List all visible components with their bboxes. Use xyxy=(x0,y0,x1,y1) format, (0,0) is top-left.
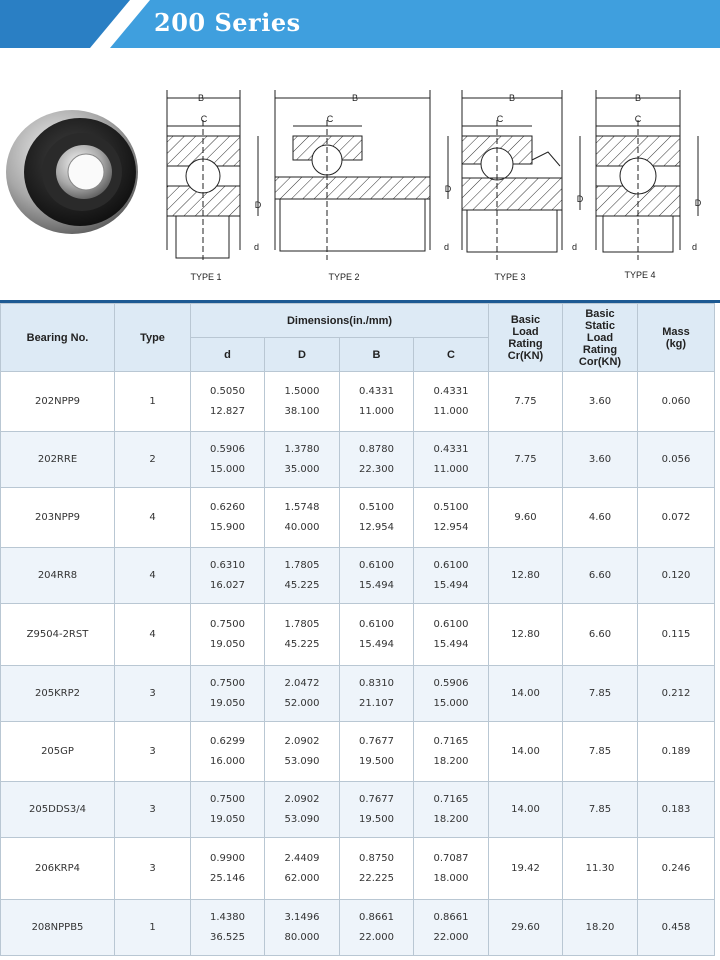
cell-D xyxy=(265,900,340,956)
cell-B-mm: 21.107 xyxy=(359,697,394,709)
header-mass-line2: (kg) xyxy=(665,337,687,350)
cell-mass: 0.060 xyxy=(638,372,715,432)
type3-label-d: d xyxy=(572,242,578,252)
cell-d xyxy=(191,900,265,956)
cell-C-mm: 11.000 xyxy=(433,463,469,475)
cell-cor: 3.60 xyxy=(563,432,638,488)
cell-C xyxy=(414,666,489,722)
cell-mass: 0.183 xyxy=(638,782,715,838)
cell-B-mm: 22.000 xyxy=(359,931,394,943)
type2-label-C: C xyxy=(326,114,334,124)
cell-cor: 3.60 xyxy=(563,372,638,432)
cell-cr: 7.75 xyxy=(489,432,563,488)
cell-type: 3 xyxy=(115,782,191,838)
table-row xyxy=(1,782,715,838)
cell-mass: 0.072 xyxy=(638,488,715,548)
cell-cor: 4.60 xyxy=(563,488,638,548)
cell-cor: 7.85 xyxy=(563,722,638,782)
cell-B-inch: 0.8310 xyxy=(359,677,394,689)
cell-d-mm: 19.050 xyxy=(210,813,245,825)
cell-cr: 12.80 xyxy=(489,548,563,604)
header-D-large: D xyxy=(265,338,340,372)
cell-B-inch: 0.5100 xyxy=(359,501,394,513)
header-static-line2: Static xyxy=(585,319,615,332)
cell-B-inch: 0.4331 xyxy=(359,385,394,397)
cell-D xyxy=(265,838,340,900)
cell-bearing-no: 206KRP4 xyxy=(1,838,115,900)
header-bearing-no: Bearing No. xyxy=(1,304,115,372)
header-type: Type xyxy=(115,304,191,372)
type4-label-C: C xyxy=(634,114,642,124)
page-title: 200 Series xyxy=(154,8,301,37)
header-basic-load-line1: Basic xyxy=(510,313,541,326)
cell-cr: 29.60 xyxy=(489,900,563,956)
cell-B-mm: 15.494 xyxy=(359,579,394,591)
cell-cr: 19.42 xyxy=(489,838,563,900)
table-row xyxy=(1,372,715,432)
cell-type: 4 xyxy=(115,604,191,666)
header-static-line1: Basic xyxy=(585,307,615,320)
cell-bearing-no: 203NPP9 xyxy=(1,488,115,548)
type-3-drawing xyxy=(462,90,584,260)
cell-cr: 14.00 xyxy=(489,722,563,782)
cell-D xyxy=(265,666,340,722)
cell-B-mm: 22.300 xyxy=(359,463,394,475)
cell-D-inch: 1.5748 xyxy=(284,501,320,513)
cell-d xyxy=(191,432,265,488)
cell-D-mm: 53.090 xyxy=(284,813,320,825)
cell-D-mm: 45.225 xyxy=(284,579,320,591)
cell-B xyxy=(340,604,414,666)
cell-B-mm: 12.954 xyxy=(359,521,394,533)
cell-type: 3 xyxy=(115,666,191,722)
cell-D-mm: 53.090 xyxy=(284,755,320,767)
header-basic-static-load-rating xyxy=(563,304,638,372)
type-1-drawing xyxy=(167,90,262,260)
table-row xyxy=(1,838,715,900)
header-dimensions: Dimensions(in./mm) xyxy=(191,304,489,338)
cell-C-mm: 18.200 xyxy=(433,755,469,767)
cell-B xyxy=(340,488,414,548)
header-basic-load-line4: Cr(KN) xyxy=(507,349,544,362)
cell-B xyxy=(340,900,414,956)
cell-B-mm: 22.225 xyxy=(359,872,394,884)
cell-B xyxy=(340,666,414,722)
cell-d xyxy=(191,548,265,604)
cell-D-inch: 1.3780 xyxy=(284,443,320,455)
cell-d-mm: 15.900 xyxy=(210,521,245,533)
header-basic-load-line2: Load xyxy=(512,325,539,338)
cell-D-inch: 2.0902 xyxy=(284,793,320,805)
cell-type: 4 xyxy=(115,548,191,604)
cell-d xyxy=(191,722,265,782)
cell-B-mm: 19.500 xyxy=(359,755,394,767)
cell-mass: 0.246 xyxy=(638,838,715,900)
cell-D-mm: 45.225 xyxy=(284,638,320,650)
header-mass-line1: Mass xyxy=(662,325,690,338)
type1-label-d: d xyxy=(254,242,260,252)
cell-C-inch: 0.7165 xyxy=(433,735,469,747)
cell-C xyxy=(414,838,489,900)
cell-D xyxy=(265,488,340,548)
cell-d-mm: 36.525 xyxy=(210,931,245,943)
type-4-caption: TYPE 4 xyxy=(624,270,656,280)
cell-D xyxy=(265,432,340,488)
cell-D-inch: 3.1496 xyxy=(284,911,320,923)
type1-label-D: D xyxy=(254,200,262,210)
type1-label-B: B xyxy=(197,93,205,103)
cell-d xyxy=(191,782,265,838)
cell-type: 3 xyxy=(115,722,191,782)
cell-d-inch: 0.5906 xyxy=(210,443,245,455)
type2-label-B: B xyxy=(351,93,359,103)
type-2-drawing xyxy=(275,90,452,260)
cell-C xyxy=(414,900,489,956)
cell-bearing-no: 205GP xyxy=(1,722,115,782)
type4-label-D: D xyxy=(694,198,702,208)
header-mass xyxy=(638,304,715,372)
cell-d-mm: 12.827 xyxy=(210,405,245,417)
cell-cor: 7.85 xyxy=(563,666,638,722)
cell-B-inch: 0.8780 xyxy=(359,443,394,455)
cell-cr: 14.00 xyxy=(489,666,563,722)
cell-bearing-no: 202NPP9 xyxy=(1,372,115,432)
cell-D-inch: 1.7805 xyxy=(284,559,320,571)
cell-bearing-no: 208NPPB5 xyxy=(1,900,115,956)
cell-D-inch: 1.5000 xyxy=(284,385,320,397)
bearing-photo xyxy=(6,110,138,234)
table-row xyxy=(1,488,715,548)
cell-cor: 7.85 xyxy=(563,782,638,838)
cell-D-inch: 2.4409 xyxy=(284,852,320,864)
type-2-caption: TYPE 2 xyxy=(328,272,360,282)
cell-type: 1 xyxy=(115,900,191,956)
cell-mass: 0.115 xyxy=(638,604,715,666)
cell-d-inch: 0.6260 xyxy=(210,501,245,513)
cell-C xyxy=(414,488,489,548)
cell-C-mm: 15.494 xyxy=(433,638,469,650)
bearing-spec-table xyxy=(0,303,715,956)
cell-mass: 0.189 xyxy=(638,722,715,782)
cell-d xyxy=(191,604,265,666)
cell-mass: 0.120 xyxy=(638,548,715,604)
cell-B-mm: 19.500 xyxy=(359,813,394,825)
type4-label-d: d xyxy=(692,242,698,252)
cell-D-mm: 38.100 xyxy=(284,405,320,417)
cell-C-inch: 0.5906 xyxy=(433,677,469,689)
cell-d-inch: 0.7500 xyxy=(210,793,245,805)
cell-C xyxy=(414,604,489,666)
cell-B-mm: 15.494 xyxy=(359,638,394,650)
cell-C-mm: 18.000 xyxy=(433,872,469,884)
cell-d-inch: 0.7500 xyxy=(210,618,245,630)
cell-D-inch: 1.7805 xyxy=(284,618,320,630)
table-row xyxy=(1,604,715,666)
cell-type: 2 xyxy=(115,432,191,488)
cell-C-inch: 0.4331 xyxy=(433,443,469,455)
cell-bearing-no: Z9504-2RST xyxy=(1,604,115,666)
cell-C-mm: 22.000 xyxy=(433,931,469,943)
cell-B xyxy=(340,722,414,782)
cell-D-mm: 40.000 xyxy=(284,521,320,533)
table-row xyxy=(1,900,715,956)
cell-cor: 6.60 xyxy=(563,548,638,604)
cell-mass: 0.056 xyxy=(638,432,715,488)
cell-C-inch: 0.7165 xyxy=(433,793,469,805)
type-4-drawing xyxy=(596,90,702,260)
cell-d xyxy=(191,666,265,722)
header-d-small: d xyxy=(191,338,265,372)
type4-label-B: B xyxy=(634,93,642,103)
cell-d-inch: 0.5050 xyxy=(210,385,245,397)
type3-label-C: C xyxy=(496,114,504,124)
cell-D-inch: 2.0902 xyxy=(284,735,320,747)
table-row xyxy=(1,722,715,782)
header-static-line4: Rating xyxy=(582,343,618,356)
cell-D xyxy=(265,604,340,666)
cell-d-mm: 19.050 xyxy=(210,697,245,709)
type-1-caption: TYPE 1 xyxy=(190,272,222,282)
cell-cr: 12.80 xyxy=(489,604,563,666)
cell-B-inch: 0.8750 xyxy=(359,852,394,864)
cell-d-mm: 25.146 xyxy=(210,872,245,884)
cell-D xyxy=(265,722,340,782)
cell-C xyxy=(414,782,489,838)
cell-cr: 9.60 xyxy=(489,488,563,548)
cell-B xyxy=(340,548,414,604)
table-row xyxy=(1,666,715,722)
cell-type: 1 xyxy=(115,372,191,432)
type2-label-D: D xyxy=(444,184,452,194)
cell-type: 4 xyxy=(115,488,191,548)
cell-C-inch: 0.8661 xyxy=(433,911,469,923)
cell-d-inch: 0.6310 xyxy=(210,559,245,571)
cell-d-mm: 19.050 xyxy=(210,638,245,650)
cell-D xyxy=(265,372,340,432)
type-3-caption: TYPE 3 xyxy=(494,272,526,282)
cell-C xyxy=(414,372,489,432)
header-basic-load-line3: Rating xyxy=(508,337,543,350)
cell-B-inch: 0.6100 xyxy=(359,618,394,630)
cell-C xyxy=(414,432,489,488)
cell-D-mm: 62.000 xyxy=(284,872,320,884)
cell-d-inch: 0.9900 xyxy=(210,852,245,864)
cell-bearing-no: 205KRP2 xyxy=(1,666,115,722)
table-body xyxy=(1,372,715,956)
cell-C-inch: 0.5100 xyxy=(433,501,469,513)
cell-cr: 14.00 xyxy=(489,782,563,838)
cell-B xyxy=(340,838,414,900)
cell-cor: 6.60 xyxy=(563,604,638,666)
cell-D-mm: 35.000 xyxy=(284,463,320,475)
header-basic-load-rating xyxy=(489,304,563,372)
cell-B-inch: 0.8661 xyxy=(359,911,394,923)
header-C: C xyxy=(414,338,489,372)
cell-C xyxy=(414,722,489,782)
table-row xyxy=(1,548,715,604)
type1-label-C: C xyxy=(200,114,208,124)
cell-bearing-no: 204RR8 xyxy=(1,548,115,604)
type3-label-B: B xyxy=(508,93,516,103)
cell-bearing-no: 205DDS3/4 xyxy=(1,782,115,838)
cell-d xyxy=(191,372,265,432)
cell-type: 3 xyxy=(115,838,191,900)
cell-mass: 0.458 xyxy=(638,900,715,956)
header-static-line5: Cor(KN) xyxy=(578,355,622,368)
cell-bearing-no: 202RRE xyxy=(1,432,115,488)
cell-C-inch: 0.6100 xyxy=(433,618,469,630)
cell-d xyxy=(191,838,265,900)
header-static-line3: Load xyxy=(586,331,614,344)
cell-d-mm: 16.027 xyxy=(210,579,245,591)
cell-d-inch: 0.6299 xyxy=(210,735,245,747)
cell-C-inch: 0.6100 xyxy=(433,559,469,571)
cell-B xyxy=(340,782,414,838)
cell-C-mm: 18.200 xyxy=(433,813,469,825)
cell-D xyxy=(265,782,340,838)
cell-C xyxy=(414,548,489,604)
cell-d-inch: 1.4380 xyxy=(210,911,245,923)
cell-B xyxy=(340,432,414,488)
cell-B-inch: 0.6100 xyxy=(359,559,394,571)
cell-B-inch: 0.7677 xyxy=(359,793,394,805)
bearing-drawings xyxy=(0,60,720,300)
cell-C-inch: 0.7087 xyxy=(433,852,469,864)
cell-C-mm: 11.000 xyxy=(433,405,469,417)
table-row xyxy=(1,432,715,488)
cell-B-inch: 0.7677 xyxy=(359,735,394,747)
cell-mass: 0.212 xyxy=(638,666,715,722)
cell-B xyxy=(340,372,414,432)
cell-C-mm: 12.954 xyxy=(433,521,469,533)
header-B: B xyxy=(340,338,414,372)
cell-C-mm: 15.000 xyxy=(433,697,469,709)
cell-d-inch: 0.7500 xyxy=(210,677,245,689)
cell-d-mm: 15.000 xyxy=(210,463,245,475)
cell-d-mm: 16.000 xyxy=(210,755,245,767)
cell-cor: 11.30 xyxy=(563,838,638,900)
cell-D-inch: 2.0472 xyxy=(284,677,320,689)
cell-cr: 7.75 xyxy=(489,372,563,432)
cell-cor: 18.20 xyxy=(563,900,638,956)
cell-B-mm: 11.000 xyxy=(359,405,394,417)
cell-D-mm: 80.000 xyxy=(284,931,320,943)
cell-D xyxy=(265,548,340,604)
type3-label-D: D xyxy=(576,194,584,204)
cell-C-inch: 0.4331 xyxy=(433,385,469,397)
cell-d xyxy=(191,488,265,548)
type2-label-d: d xyxy=(444,242,450,252)
cell-C-mm: 15.494 xyxy=(433,579,469,591)
title-banner xyxy=(0,0,720,48)
cell-D-mm: 52.000 xyxy=(284,697,320,709)
